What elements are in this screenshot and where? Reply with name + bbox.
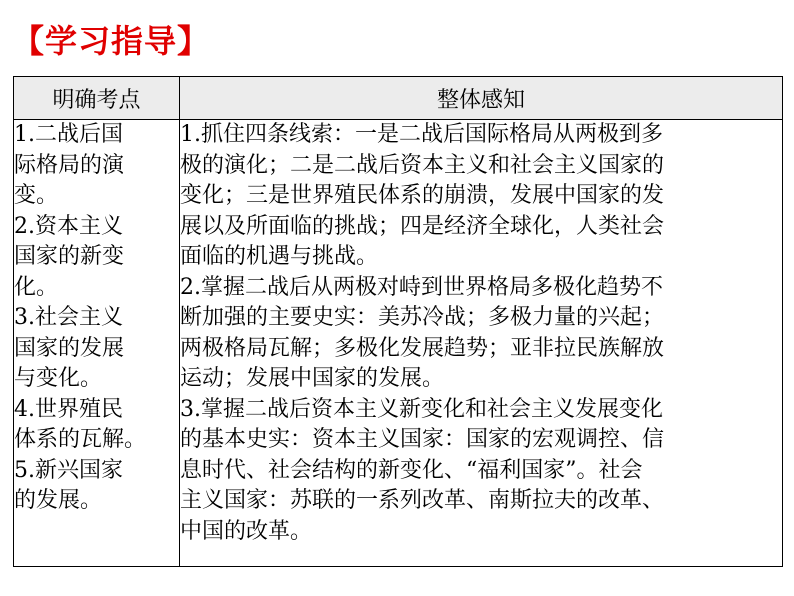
key-point-line: 2.资本主义 (14, 213, 123, 239)
overview-line: 1.抓住四条线索：一是二战后国际格局从两极到多 (180, 122, 663, 147)
column-header-key-points: 明确考点 (14, 77, 180, 120)
key-point-line: 化。 (14, 274, 59, 300)
section-title: 【学习指导】 (12, 22, 211, 60)
overview-line: 断加强的主要史实：美苏冷战；多极力量的兴起； (180, 305, 665, 330)
table-row (14, 120, 783, 567)
overview-line: 的基本史实：资本主义国家：国家的宏观调控、信 (180, 427, 665, 452)
column-header-overview: 整体感知 (180, 77, 783, 120)
overview-line: 息时代、社会结构的新变化、“福利国家”。社会 (180, 457, 643, 483)
key-point-line: 国家的发展 (14, 335, 125, 361)
overview-line: 2.掌握二战后从两极对峙到世界格局多极化趋势不 (180, 274, 663, 300)
key-point-line: 4.世界殖民 (14, 396, 123, 422)
overview-line: 两极格局瓦解；多极化发展趋势；亚非拉民族解放 (180, 335, 665, 361)
overview-line: 运动；发展中国家的发展。 (180, 366, 445, 391)
overview-line: 极的演化；二是二战后资本主义和社会主义国家的 (180, 152, 665, 178)
key-point-line: 体系的瓦解。 (14, 427, 147, 452)
key-point-line: 与变化。 (14, 366, 103, 391)
overview-line: 变化；三是世界殖民体系的崩溃，发展中国家的发 (180, 183, 665, 208)
overview-line: 3.掌握二战后资本主义新变化和社会主义发展变化 (180, 396, 663, 422)
key-point-line: 的发展。 (14, 488, 103, 513)
overview-line: 展以及所面临的挑战；四是经济全球化，人类社会 (180, 213, 665, 239)
study-guide-table (13, 76, 783, 567)
key-point-line: 1.二战后国 (14, 122, 123, 147)
key-point-line: 5.新兴国家 (14, 457, 123, 483)
overview-line: 中国的改革。 (180, 518, 313, 544)
key-points-cell (14, 120, 180, 567)
key-point-line: 际格局的演 (14, 152, 125, 178)
key-point-line: 3.社会主义 (14, 305, 123, 330)
overview-cell (180, 120, 783, 567)
overview-line: 主义国家：苏联的一系列改革、南斯拉夫的改革、 (180, 488, 665, 513)
key-point-line: 变。 (14, 183, 59, 208)
overview-line: 面临的机遇与挑战。 (180, 244, 379, 269)
table-header-row (14, 77, 783, 120)
key-point-line: 国家的新变 (14, 244, 125, 269)
